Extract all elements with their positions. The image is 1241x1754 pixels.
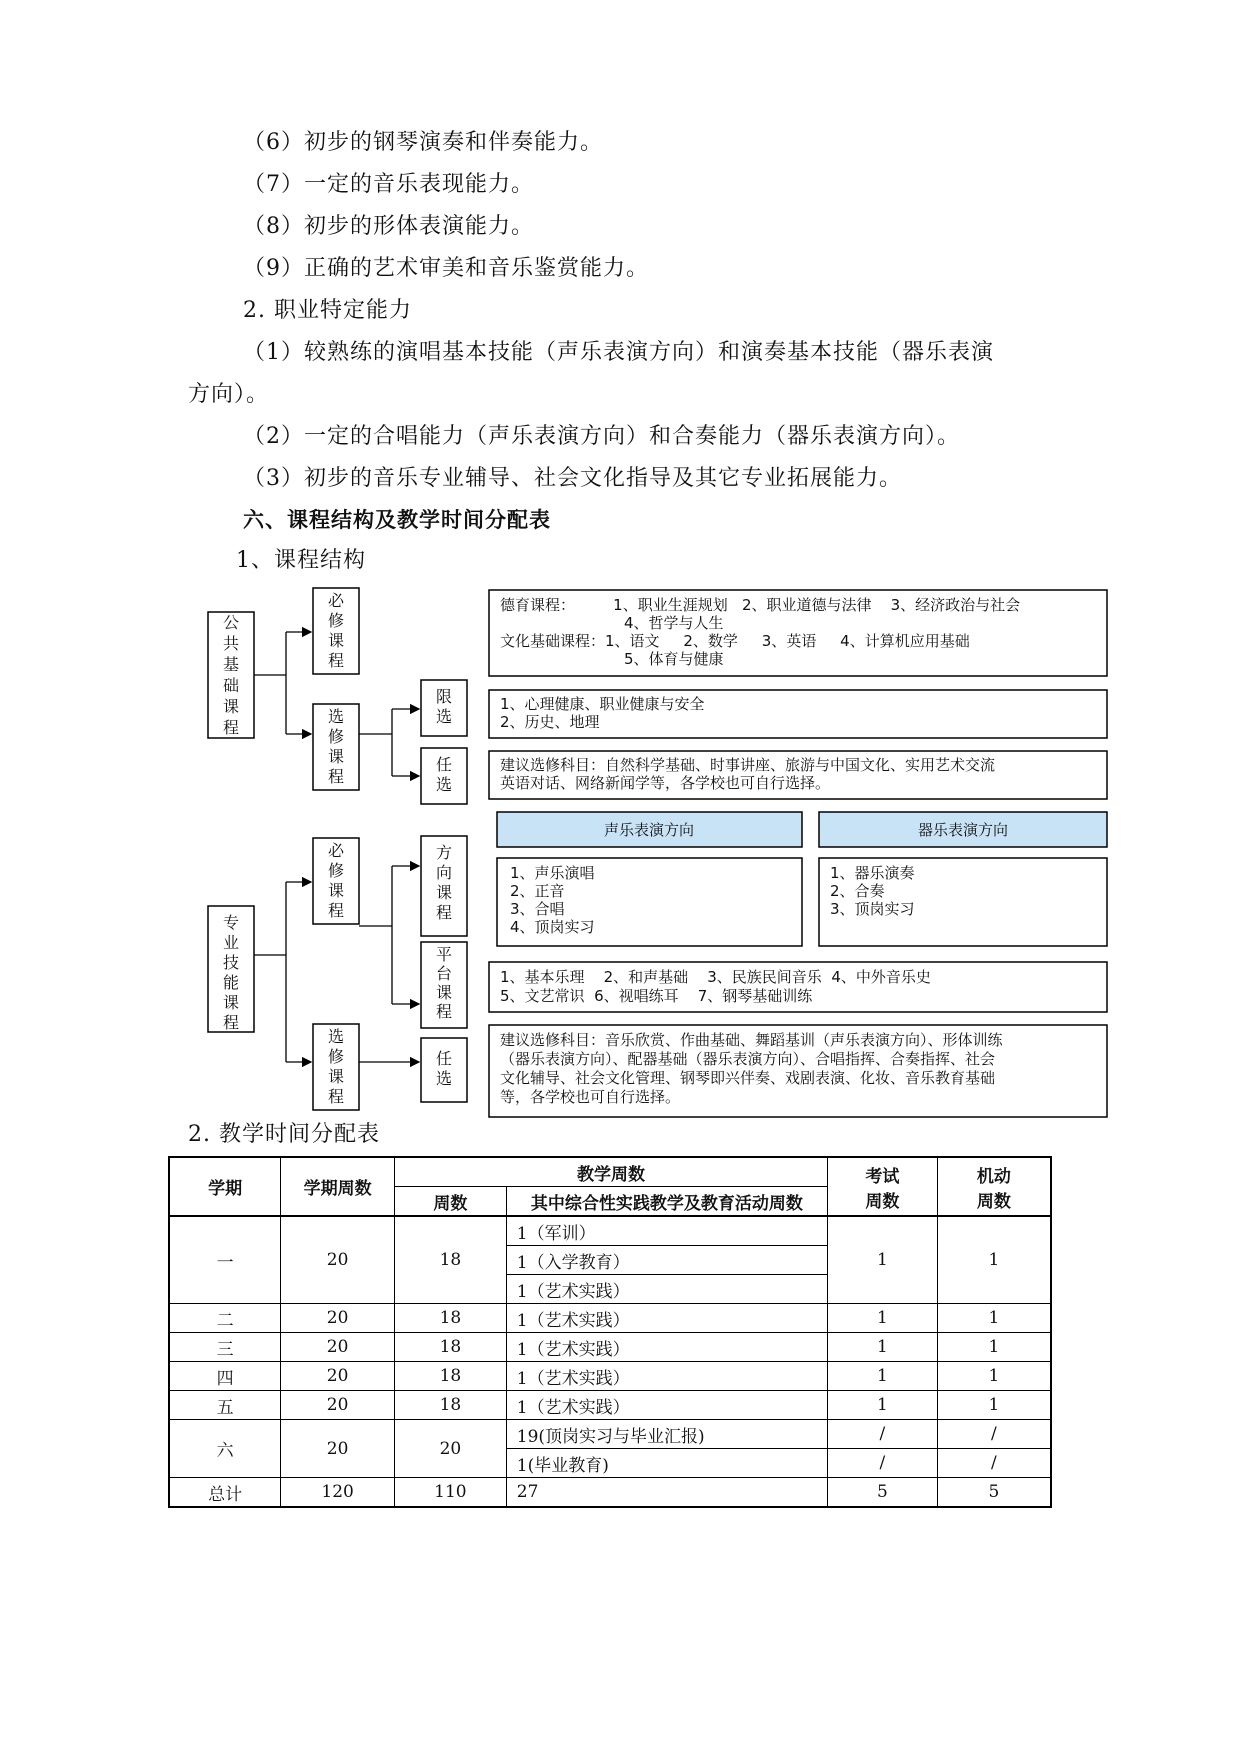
time-allocation-table [168,1156,1052,1508]
limited-label: 限选 [435,687,453,726]
cell-exam: 1 [828,1362,938,1391]
cell-flex: 1 [937,1362,1051,1391]
cell-practice: 1（入学教育） [506,1246,827,1275]
paragraph-8: （8）初步的形体表演能力。 [243,214,534,239]
cell-flex: 1 [937,1216,1051,1304]
cell-flex: 1 [937,1304,1051,1333]
public-elective-label: 选修课程 [327,707,345,786]
cell-term-weeks: 20 [281,1216,395,1304]
major-elective-label: 选修课程 [327,1027,345,1106]
cell-exam: / [828,1449,938,1478]
cell-practice: 27 [506,1478,827,1508]
public-required-label: 必修课程 [327,591,345,670]
header-teaching-weeks: 教学周数 [395,1157,828,1187]
cell-flex: / [937,1449,1051,1478]
instrument-content: 1、器乐演奏 2、合奏 3、顶岗实习 [830,864,915,918]
cell-term: 三 [169,1333,281,1362]
table-row [169,1304,1051,1333]
cell-weeks: 110 [395,1478,507,1508]
paragraph-9: （9）正确的艺术审美和音乐鉴赏能力。 [243,256,649,281]
header-weeks: 周数 [395,1187,507,1217]
cell-weeks: 18 [395,1304,507,1333]
cell-weeks: 18 [395,1216,507,1304]
cell-term-weeks: 20 [281,1391,395,1420]
header-flex-weeks: 机动 周数 [937,1157,1051,1216]
section-title: 六、课程结构及教学时间分配表 [243,508,551,532]
major-root-label: 专业技能课程 [222,913,240,1032]
cell-weeks: 20 [395,1420,507,1478]
public-root-label: 公共基础课程 [222,613,240,737]
cell-practice: 19(顶岗实习与毕业汇报) [506,1420,827,1449]
optional-content: 建议选修科目：自然科学基础、时事讲座、旅游与中国文化、实用艺术交流英语对话、网络新闻学等，各学校也可自行选择。 [500,756,996,792]
cell-exam: 1 [828,1333,938,1362]
paragraph-v2: （2）一定的合唱能力（声乐表演方向）和合奏能力（器乐表演方向）。 [243,424,960,449]
header-term: 学期 [169,1157,281,1216]
cell-practice: 1（军训） [506,1216,827,1246]
major-optional-content: 建议选修科目：音乐欣赏、作曲基础、舞蹈基训（声乐表演方向）、形体训练（器乐表演方向）、配器基础（器乐表演方向）、合唱指挥、合奏指挥、社会文化辅导、社会文化管理、钢琴即兴伴奏、戏剧表演、化妆、音乐教育基础等，各学校也可自行选择。 [500,1031,1003,1106]
cell-practice: 1(毕业教育) [506,1449,827,1478]
cell-term-weeks: 20 [281,1362,395,1391]
paragraph-v1: （1）较熟练的演唱基本技能（声乐表演方向）和演奏基本技能（器乐表演 [243,340,994,365]
instrument-header: 器乐表演方向 [917,821,1009,839]
cell-term: 四 [169,1362,281,1391]
cell-practice: 1（艺术实践） [506,1275,827,1304]
platform-label: 平台课程 [435,945,453,1021]
limited-content: 1、心理健康、职业健康与安全 2、历史、地理 [500,695,705,731]
subsection-structure-title: 1、课程结构 [236,548,366,573]
vocal-header: 声乐表演方向 [603,821,695,839]
table-row [169,1362,1051,1391]
cell-practice: 1（艺术实践） [506,1304,827,1333]
cell-flex: 1 [937,1333,1051,1362]
table-row [169,1216,1051,1246]
subsection-time-title: 2. 教学时间分配表 [188,1122,380,1147]
cell-term: 二 [169,1304,281,1333]
cell-weeks: 18 [395,1391,507,1420]
cell-practice: 1（艺术实践） [506,1333,827,1362]
cell-exam: 5 [828,1478,938,1508]
table-row-total [169,1478,1051,1508]
cell-term-weeks: 20 [281,1333,395,1362]
table-row [169,1420,1051,1449]
cell-flex: 1 [937,1391,1051,1420]
cell-practice: 1（艺术实践） [506,1391,827,1420]
paragraph-v3: （3）初步的音乐专业辅导、社会文化指导及其它专业拓展能力。 [243,466,902,491]
vocal-content: 1、声乐演唱 2、正音 3、合唱 4、顶岗实习 [510,864,595,936]
major-optional-label: 任选 [435,1049,453,1088]
cell-practice: 1（艺术实践） [506,1362,827,1391]
platform-content: 1、基本乐理 2、和声基础 3、民族民间音乐 4、中外音乐史 5、文艺常识 6、视唱练耳 7、钢琴基础训练 [500,968,931,1005]
cell-term-weeks: 20 [281,1420,395,1478]
direction-label: 方向课程 [435,843,453,922]
cell-term: 五 [169,1391,281,1420]
cell-flex: 5 [937,1478,1051,1508]
cell-term: 总计 [169,1478,281,1508]
cell-exam: / [828,1420,938,1449]
cell-term: 一 [169,1216,281,1304]
cell-exam: 1 [828,1391,938,1420]
cell-weeks: 18 [395,1362,507,1391]
major-required-label: 必修课程 [327,841,345,920]
cell-exam: 1 [828,1304,938,1333]
cell-term-weeks: 120 [281,1478,395,1508]
cell-term-weeks: 20 [281,1304,395,1333]
header-exam-weeks: 考试 周数 [828,1157,938,1216]
header-term-weeks: 学期周数 [281,1157,395,1216]
public-required-content: 德育课程： 1、职业生涯规划 2、职业道德与法律 3、经济政治与社会 4、哲学与人生文化基础课程：1、语文 2、数学 3、英语 4、计算机应用基础 5、体育与健康 [500,596,1021,668]
header-practice-weeks: 其中综合性实践教学及教育活动周数 [506,1187,827,1217]
cell-term: 六 [169,1420,281,1478]
cell-weeks: 18 [395,1333,507,1362]
table-row [169,1391,1051,1420]
paragraph-v1-cont: 方向）。 [188,382,270,407]
subheading-vocational: 2. 职业特定能力 [243,298,412,323]
paragraph-7: （7）一定的音乐表现能力。 [243,172,534,197]
optional-label: 任选 [435,755,453,794]
cell-exam: 1 [828,1216,938,1304]
paragraph-6: （6）初步的钢琴演奏和伴奏能力。 [243,130,603,155]
table-row [169,1333,1051,1362]
cell-flex: / [937,1420,1051,1449]
